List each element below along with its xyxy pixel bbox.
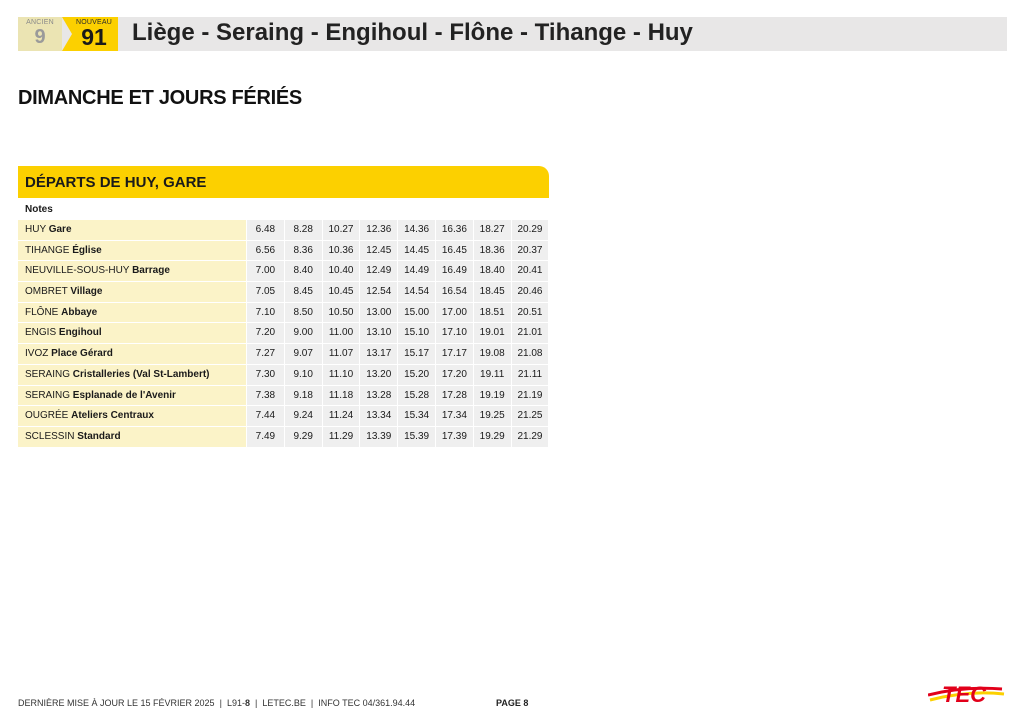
- stop-name-cell: [18, 241, 246, 262]
- time-cell: 19.25: [473, 406, 511, 427]
- day-type-heading: DIMANCHE ET JOURS FÉRIÉS: [18, 87, 302, 109]
- time-cell: 12.49: [359, 261, 397, 282]
- time-cell: 13.39: [359, 427, 397, 448]
- time-cell: 14.36: [397, 220, 435, 241]
- time-cell: 7.20: [246, 323, 284, 344]
- time-cell: 8.28: [284, 220, 322, 241]
- stop-name: Cristalleries (Val St-Lambert): [72, 368, 210, 380]
- time-cell: 17.20: [435, 365, 473, 386]
- time-cell: 13.17: [359, 344, 397, 365]
- page-number: PAGE 8: [496, 698, 529, 708]
- time-cell: 11.00: [322, 323, 360, 344]
- time-cell: 21.25: [511, 406, 549, 427]
- stop-name: Abbaye: [61, 306, 98, 318]
- footer-separator: |: [255, 698, 258, 708]
- time-cell: 6.48: [246, 220, 284, 241]
- time-cell: 8.36: [284, 241, 322, 262]
- time-cell: 14.49: [397, 261, 435, 282]
- time-cell: 12.36: [359, 220, 397, 241]
- time-cell: 10.36: [322, 241, 360, 262]
- time-cell: 18.51: [473, 303, 511, 324]
- time-cell: 20.37: [511, 241, 549, 262]
- stop-locality: IVOZ: [25, 348, 49, 360]
- time-cell: 9.10: [284, 365, 322, 386]
- timetable-title: DÉPARTS DE HUY, GARE: [18, 166, 549, 198]
- line-page: 8: [244, 698, 250, 708]
- time-cell: 8.40: [284, 261, 322, 282]
- stop-locality: TIHANGE: [25, 244, 70, 256]
- time-cell: 20.29: [511, 220, 549, 241]
- time-cell: 13.20: [359, 365, 397, 386]
- time-cell: 13.10: [359, 323, 397, 344]
- route-title: Liège - Seraing - Engihoul - Flône - Tihange - Huy: [132, 19, 693, 46]
- time-cell: 6.56: [246, 241, 284, 262]
- stop-name: Ateliers Centraux: [71, 410, 154, 422]
- footer-info: [18, 698, 415, 708]
- time-cell: 12.54: [359, 282, 397, 303]
- table-row: [18, 406, 549, 427]
- time-cell: 9.07: [284, 344, 322, 365]
- time-cell: 17.10: [435, 323, 473, 344]
- table-row: [18, 220, 549, 241]
- time-cell: 19.29: [473, 427, 511, 448]
- line-prefix: L91-: [226, 698, 245, 708]
- table-row: [18, 365, 549, 386]
- stop-name-cell: [18, 323, 246, 344]
- time-cell: 9.29: [284, 427, 322, 448]
- time-cell: 18.27: [473, 220, 511, 241]
- time-cell: 21.19: [511, 386, 549, 407]
- stop-locality: SERAING: [25, 389, 71, 401]
- stop-locality: NEUVILLE-SOUS-HUY: [25, 265, 130, 277]
- stop-name-cell: [18, 365, 246, 386]
- time-cell: 16.36: [435, 220, 473, 241]
- stop-name: Église: [72, 244, 102, 256]
- table-row: [18, 282, 549, 303]
- time-cell: 13.00: [359, 303, 397, 324]
- stop-locality: FLÔNE: [25, 306, 59, 318]
- time-cell: 7.10: [246, 303, 284, 324]
- time-cell: 10.45: [322, 282, 360, 303]
- stop-name: Village: [70, 286, 103, 298]
- old-line-label: ANCIEN: [26, 19, 54, 26]
- stop-locality: OMBRET: [25, 286, 68, 298]
- time-cell: 15.10: [397, 323, 435, 344]
- time-cell: 8.45: [284, 282, 322, 303]
- new-line-number: 91: [81, 24, 107, 50]
- stop-name-cell: [18, 303, 246, 324]
- info-phone: INFO TEC 04/361.94.44: [318, 698, 416, 708]
- time-cell: 10.50: [322, 303, 360, 324]
- time-cell: 13.34: [359, 406, 397, 427]
- time-cell: 14.45: [397, 241, 435, 262]
- time-cell: 11.07: [322, 344, 360, 365]
- time-cell: 19.01: [473, 323, 511, 344]
- stop-name: Engihoul: [58, 327, 102, 339]
- table-row: [18, 427, 549, 448]
- time-cell: 17.39: [435, 427, 473, 448]
- time-cell: 10.27: [322, 220, 360, 241]
- time-cell: 10.40: [322, 261, 360, 282]
- time-cell: 17.34: [435, 406, 473, 427]
- time-cell: 7.30: [246, 365, 284, 386]
- time-cell: 20.46: [511, 282, 549, 303]
- tec-logo: [928, 678, 1006, 708]
- stop-name: Esplanade de l'Avenir: [72, 389, 176, 401]
- time-cell: 15.20: [397, 365, 435, 386]
- time-cell: 9.18: [284, 386, 322, 407]
- time-cell: 15.28: [397, 386, 435, 407]
- stop-locality: ENGIS: [25, 327, 57, 339]
- time-cell: 7.00: [246, 261, 284, 282]
- time-cell: 11.10: [322, 365, 360, 386]
- line-header: [18, 17, 1007, 51]
- time-cell: 7.27: [246, 344, 284, 365]
- last-update: DERNIÈRE MISE À JOUR LE 15 FÉVRIER 2025: [18, 698, 215, 708]
- table-row: [18, 261, 549, 282]
- time-cell: 18.45: [473, 282, 511, 303]
- stop-name: Barrage: [132, 265, 170, 277]
- stop-name: Place Gérard: [51, 348, 113, 360]
- stop-locality: OUGRÉE: [25, 410, 69, 422]
- website-link[interactable]: LETEC.BE: [262, 698, 306, 708]
- time-cell: 21.29: [511, 427, 549, 448]
- time-cell: 18.40: [473, 261, 511, 282]
- timetable: [18, 166, 549, 448]
- stop-name-cell: [18, 344, 246, 365]
- time-cell: 16.54: [435, 282, 473, 303]
- stop-name-cell: [18, 261, 246, 282]
- stop-name-cell: [18, 427, 246, 448]
- footer-separator: |: [219, 698, 222, 708]
- time-cell: 21.08: [511, 344, 549, 365]
- time-cell: 7.05: [246, 282, 284, 303]
- stop-locality: SCLESSIN: [25, 430, 75, 442]
- stop-locality: SERAING: [25, 368, 71, 380]
- new-line-label: NOUVEAU: [75, 19, 113, 26]
- time-cell: 19.11: [473, 365, 511, 386]
- table-row: [18, 386, 549, 407]
- table-row: [18, 303, 549, 324]
- time-cell: 11.24: [322, 406, 360, 427]
- time-cell: 19.08: [473, 344, 511, 365]
- time-cell: 13.28: [359, 386, 397, 407]
- time-cell: 7.49: [246, 427, 284, 448]
- old-line-number: 9: [34, 26, 46, 48]
- time-cell: 9.24: [284, 406, 322, 427]
- time-cell: 7.44: [246, 406, 284, 427]
- old-line-badge: [18, 17, 62, 51]
- timetable-rows: [18, 220, 549, 448]
- time-cell: 14.54: [397, 282, 435, 303]
- time-cell: 12.45: [359, 241, 397, 262]
- time-cell: 15.39: [397, 427, 435, 448]
- time-cell: 21.01: [511, 323, 549, 344]
- table-row: [18, 344, 549, 365]
- time-cell: 15.00: [397, 303, 435, 324]
- time-cell: 15.34: [397, 406, 435, 427]
- table-row: [18, 241, 549, 262]
- time-cell: 18.36: [473, 241, 511, 262]
- stop-name-cell: [18, 406, 246, 427]
- stop-name: Gare: [48, 224, 72, 235]
- time-cell: 11.18: [322, 386, 360, 407]
- time-cell: 17.17: [435, 344, 473, 365]
- stop-locality: HUY: [25, 224, 46, 235]
- time-cell: 11.29: [322, 427, 360, 448]
- time-cell: 16.45: [435, 241, 473, 262]
- time-cell: 8.50: [284, 303, 322, 324]
- stop-name-cell: [18, 220, 246, 241]
- footer-separator: |: [310, 698, 314, 708]
- time-cell: 19.19: [473, 386, 511, 407]
- time-cell: 7.38: [246, 386, 284, 407]
- time-cell: 16.49: [435, 261, 473, 282]
- svg-text:TEC: TEC: [942, 682, 986, 707]
- time-cell: 9.00: [284, 323, 322, 344]
- stop-name-cell: [18, 282, 246, 303]
- time-cell: 20.41: [511, 261, 549, 282]
- time-cell: 17.00: [435, 303, 473, 324]
- stop-name-cell: [18, 386, 246, 407]
- time-cell: 20.51: [511, 303, 549, 324]
- notes-label: Notes: [25, 204, 53, 215]
- time-cell: 17.28: [435, 386, 473, 407]
- time-cell: 21.11: [511, 365, 549, 386]
- new-line-badge: [62, 17, 118, 51]
- table-row: [18, 323, 549, 344]
- stop-name: Standard: [77, 430, 121, 442]
- time-cell: 15.17: [397, 344, 435, 365]
